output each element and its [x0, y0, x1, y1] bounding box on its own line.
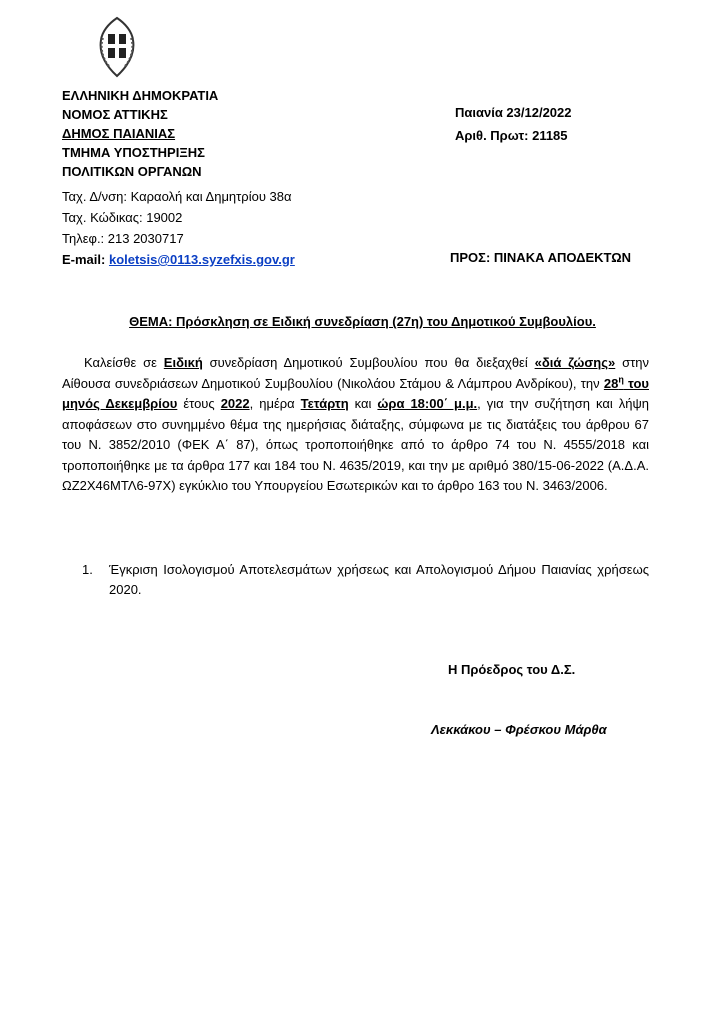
- body-text: έτους: [177, 396, 221, 411]
- recipients: ΠΡΟΣ: ΠΙΝΑΚΑ ΑΠΟΔΕΚΤΩΝ: [450, 250, 632, 265]
- agenda-item-text: Έγκριση Ισολογισμού Αποτελεσμάτων χρήσεως και Απολογισμού Δήμου Παιανίας χρήσεως 2020.: [109, 562, 649, 597]
- place-date: Παιανία 23/12/2022: [455, 105, 572, 120]
- body-text: συνεδρίαση Δημοτικού Συμβουλίου που θα διεξαχθεί: [202, 355, 535, 370]
- body-bold-year: 2022: [220, 396, 250, 411]
- email-label: E-mail:: [62, 252, 106, 267]
- header-department: ΤΜΗΜΑ ΥΠΟΣΤΗΡΙΞΗΣ: [62, 145, 205, 160]
- body-text: στην Αίθουσα συνεδριάσεων Δημοτικού Συμβουλίου (Νικολάου Στάμου & Λάμπρου Ανδρίκου), την: [62, 355, 649, 391]
- date-month: του μηνός Δεκεμβρίου: [62, 375, 649, 411]
- header-address: Ταχ. Δ/νση: Καραολή και Δημητρίου 38α: [62, 189, 292, 204]
- subject-line: ΘΕΜΑ: Πρόσκληση σε Ειδική συνεδρίαση (27η) του Δημοτικού Συμβουλίου.: [129, 314, 596, 329]
- body-text: και: [348, 396, 378, 411]
- header-prefecture: ΝΟΜΟΣ ΑΤΤΙΚΗΣ: [62, 107, 168, 122]
- agenda-item: [82, 560, 649, 600]
- body-text: , για την συζήτηση και λήψη αποφάσεων στο συνημμένο θέμα της ημερήσιας διάταξης, σύμφωνα με τις διατάξεις του άρθρου 67 του Ν. 3852/2010 (ΦΕΚ Α΄ 87), όπως τροποποιήθηκε από το άρθρο 74 του Ν. 4555/2018 και τροποποιήθηκε με τα άρθρα 177 και 184 του Ν. 4635/2019, και την με αριθμό 380/15-06-2022 (Α.Δ.Α. ΩΖ2Χ46ΜΤΛ6-97Χ) εγκύκλιο του Υπουργείου Εσωτερικών και το άρθρο 163 του Ν. 3463/2006.: [62, 396, 649, 493]
- body-bold-time: ώρα 18:00΄ μ.μ.: [377, 396, 478, 411]
- signature-name: Λεκκάκου – Φρέσκου Μάρθα: [431, 722, 607, 737]
- date-day: 28: [603, 375, 619, 391]
- date-day-suffix: η: [618, 374, 624, 385]
- email-link[interactable]: koletsis@0113.syzefxis.gov.gr: [108, 252, 295, 267]
- protocol-number: Αριθ. Πρωτ: 21185: [455, 128, 568, 143]
- agenda-item-number: 1.: [82, 562, 93, 577]
- body-bold-weekday: Τετάρτη: [300, 396, 349, 411]
- header-postal-code: Ταχ. Κώδικας: 19002: [62, 210, 183, 225]
- body-paragraph: [62, 353, 649, 497]
- body-bold-in-person: «διά ζώσης»: [534, 355, 616, 370]
- body-text: Καλείσθε σε: [84, 355, 164, 370]
- header-phone: Τηλεφ.: 213 2030717: [62, 231, 184, 246]
- body-bold-special: Ειδική: [163, 355, 203, 370]
- header-department-2: ΠΟΛΙΤΙΚΩΝ ΟΡΓΑΝΩΝ: [62, 164, 202, 179]
- header-email-row: [62, 250, 295, 269]
- header-country: ΕΛΛΗΝΙΚΗ ΔΗΜΟΚΡΑΤΙΑ: [62, 88, 219, 103]
- header-municipality: ΔΗΜΟΣ ΠΑΙΑΝΙΑΣ: [62, 126, 176, 141]
- signature-title: Η Πρόεδρος του Δ.Σ.: [448, 662, 576, 677]
- coat-of-arms-emblem: [94, 16, 140, 78]
- body-text: , ημέρα: [249, 396, 301, 411]
